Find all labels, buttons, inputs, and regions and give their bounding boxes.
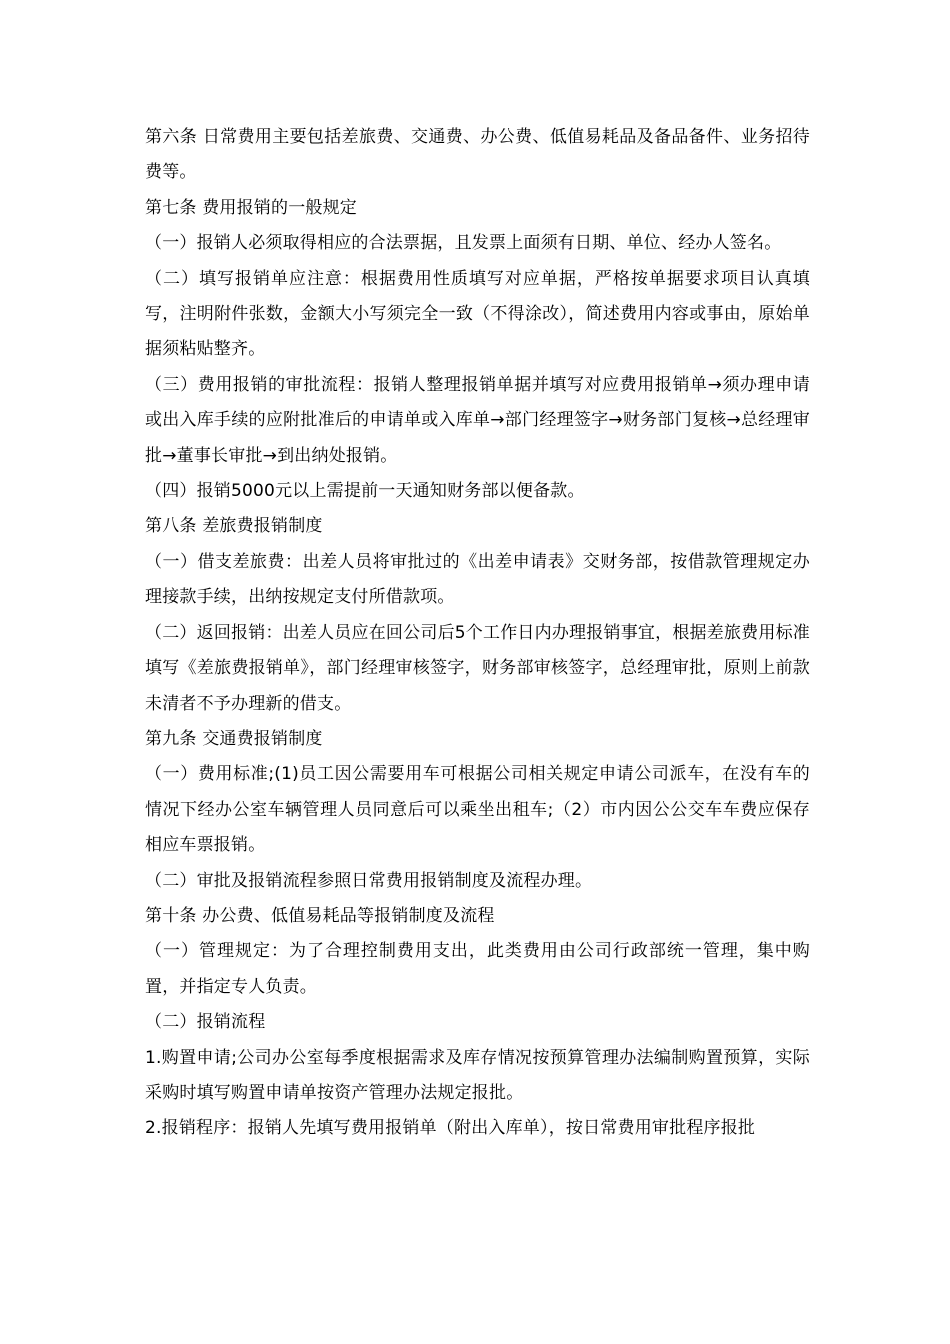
article-8-item-1: （一）借支差旅费：出差人员将审批过的《出差申请表》交财务部，按借款管理规定办理接款手续，出纳按规定支付所借款项。 (145, 551, 810, 608)
article-7-item-1: （一）报销人必须取得相应的合法票据，且发票上面须有日期、单位、经办人签名。 (145, 233, 782, 254)
article-10-item-1: （一）管理规定：为了合理控制费用支出，此类费用由公司行政部统一管理，集中购置，并指定专人负责。 (145, 941, 810, 997)
article-9-item-1: （一）费用标准;(1)员工因公需要用车可根据公司相关规定申请公司派车，在没有车的情况下经办公室车辆管理人员同意后可以乘坐出租车;（2）市内因公公交车车费应保存相应车票报销。 (145, 764, 810, 856)
article-9-heading: 第九条 交通费报销制度 (145, 728, 323, 749)
article-7-item-3: （三）费用报销的审批流程：报销人整理报销单据并填写对应费用报销单→须办理申请或出入库手续的应附批准后的申请单或入库单→部门经理签字→财务部门复核→总经理审批→董事长审批→到出纳处报销。 (145, 374, 810, 466)
article-7-item-2: （二）填写报销单应注意：根据费用性质填写对应单据，严格按单据要求项目认真填写，注明附件张数，金额大小写须完全一致（不得涂改），简述费用内容或事由，原始单据须粘贴整齐。 (145, 268, 810, 360)
article-7-heading: 第七条 费用报销的一般规定 (145, 197, 358, 218)
procedure-step-2: 2.报销程序：报销人先填写费用报销单（附出入库单），按日常费用审批程序报批 (145, 1118, 756, 1139)
article-9-item-2: （二）审批及报销流程参照日常费用报销制度及流程办理。 (145, 870, 593, 891)
procedure-step-1: 1.购置申请;公司办公室每季度根据需求及库存情况按预算管理办法编制购置预算，实际采购时填写购置申请单按资产管理办法规定报批。 (145, 1047, 810, 1103)
article-8-heading: 第八条 差旅费报销制度 (145, 516, 323, 537)
article-10-item-2-heading: （二）报销流程 (145, 1012, 266, 1033)
document-body (145, 120, 810, 1147)
article-6: 第六条 日常费用主要包括差旅费、交通费、办公费、低值易耗品及备品备件、业务招待费等。 (145, 127, 810, 183)
article-8-item-2: （二）返回报销：出差人员应在回公司后5个工作日内办理报销事宜，根据差旅费用标准填写《差旅费报销单》，部门经理审核签字，财务部审核签字，总经理审批，原则上前款未清者不予办理新的借支。 (145, 622, 810, 714)
article-10-heading: 第十条 办公费、低值易耗品等报销制度及流程 (145, 905, 495, 926)
article-7-item-4: （四）报销5000元以上需提前一天通知财务部以便备款。 (145, 481, 585, 502)
